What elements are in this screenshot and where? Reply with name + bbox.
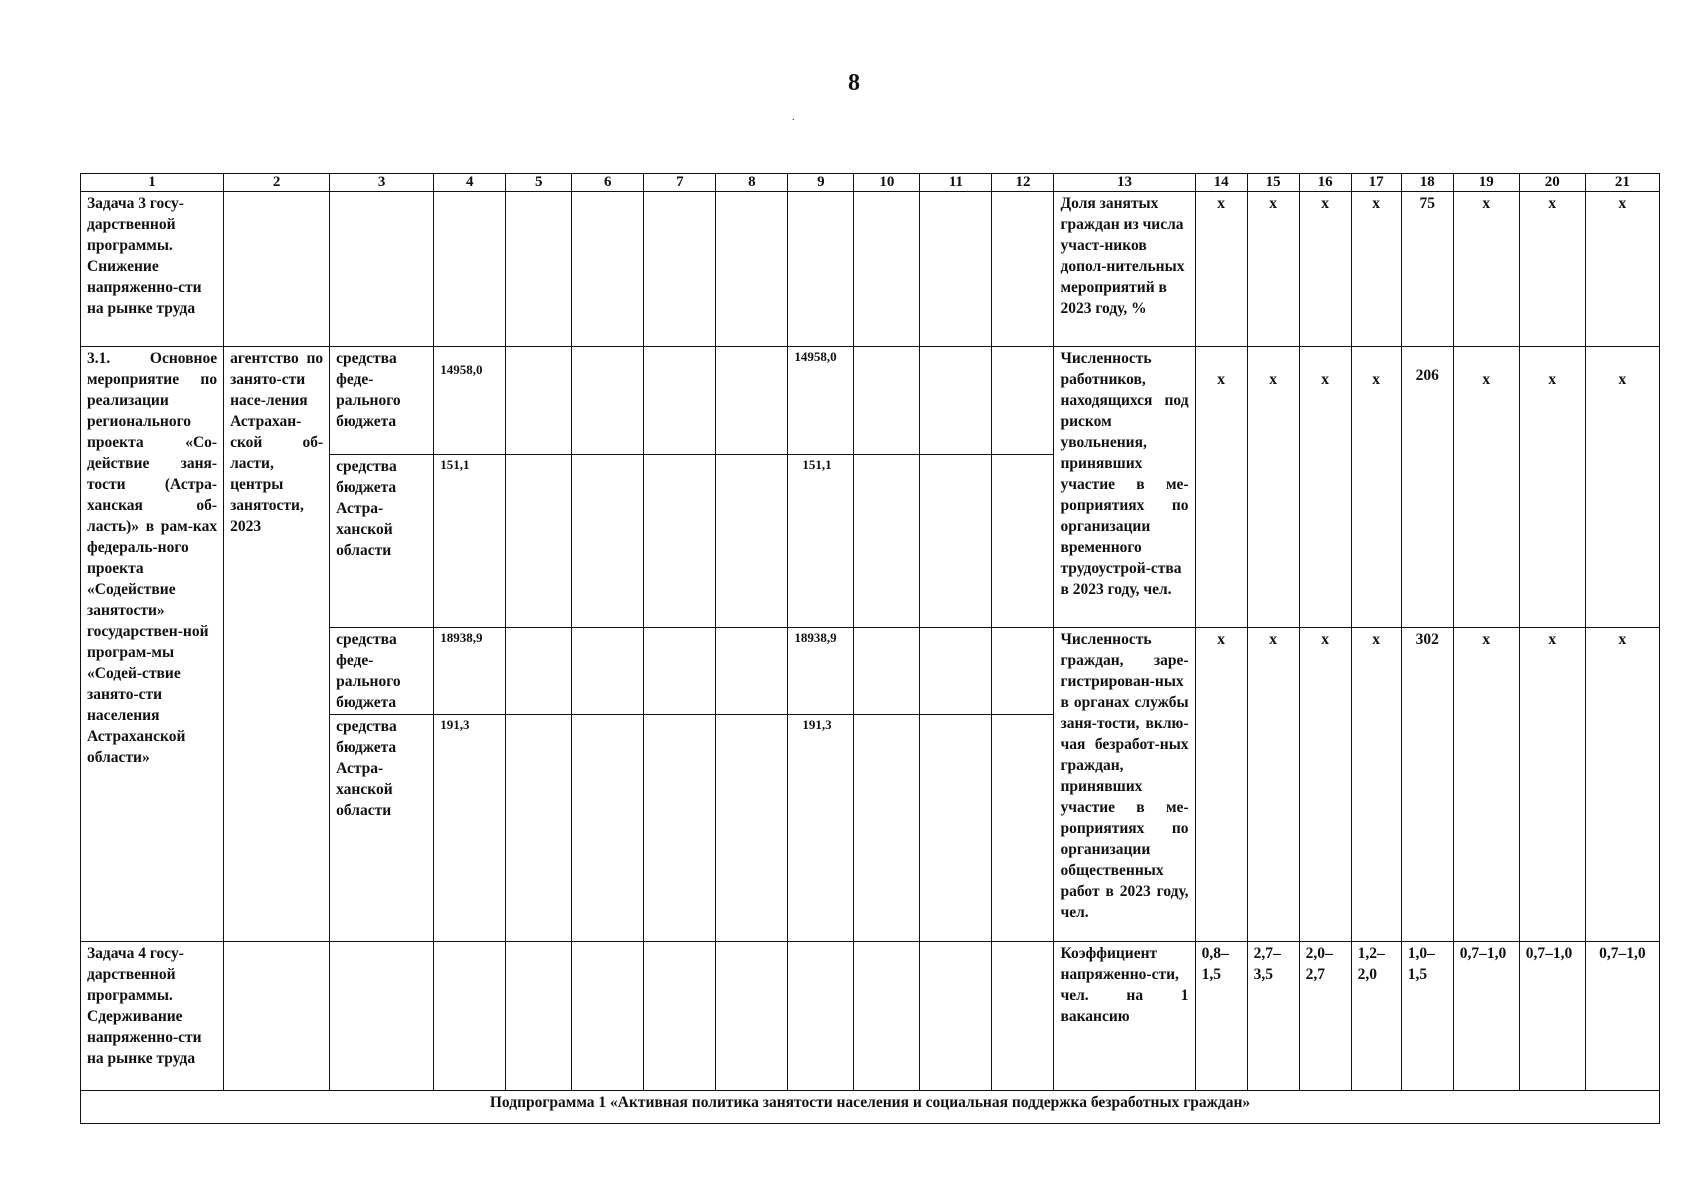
empty-cell (506, 715, 572, 942)
indicator-value: 75 (1401, 192, 1453, 347)
indicator-value: х (1247, 192, 1299, 347)
funding-source: средства бюджета Астра-ханской области (330, 455, 434, 628)
task4-title: Задача 4 госу-дарственной программы. Сдерживание напряженно-сти на рынке труда (81, 942, 224, 1091)
column-header: 4 (434, 174, 506, 192)
indicator-value: х (1453, 628, 1519, 942)
empty-cell (224, 192, 330, 347)
indicator-value: 0,7–1,0 (1453, 942, 1519, 1091)
amount-col4: 191,3 (434, 715, 506, 942)
indicator-public-works: Численность граждан, заре-гистрирован-ных в органах службы заня-тости, вклю-чая безработ-ных граждан, принявших участие в ме-роприятиях по организации общественных работ в 2023 году, чел. (1054, 628, 1195, 942)
empty-cell (854, 715, 920, 942)
amount-col9: 18938,9 (788, 628, 854, 715)
empty-cell (920, 455, 992, 628)
indicator-value: 0,7–1,0 (1585, 942, 1659, 1091)
indicator-value: х (1453, 347, 1519, 628)
empty-cell (920, 715, 992, 942)
amount-col9: 151,1 (788, 455, 854, 628)
indicator-value: х (1195, 347, 1247, 628)
indicator-value: х (1195, 628, 1247, 942)
amount-col4: 18938,9 (434, 628, 506, 715)
empty-cell (854, 455, 920, 628)
indicator-value: х (1519, 347, 1585, 628)
column-header: 9 (788, 174, 854, 192)
empty-cell (716, 715, 788, 942)
empty-cell (992, 628, 1054, 715)
empty-cell (506, 192, 572, 347)
indicator-value: 302 (1401, 628, 1453, 942)
indicator-value: х (1453, 192, 1519, 347)
empty-cell (506, 455, 572, 628)
column-header: 14 (1195, 174, 1247, 192)
empty-cell (644, 347, 716, 455)
task3-title: Задача 3 госу-дарственной программы. Снижение напряженно-сти на рынке труда (81, 192, 224, 347)
empty-cell (572, 942, 644, 1091)
empty-cell (788, 942, 854, 1091)
amount-col9: 14958,0 (788, 347, 854, 455)
measure31-executor: агентство по занято-сти насе-ления Астрахан-ской об-ласти, центры занятости, 2023 (224, 347, 330, 942)
empty-cell (788, 192, 854, 347)
column-header: 13 (1054, 174, 1195, 192)
program-table (80, 173, 1660, 1124)
empty-cell (572, 347, 644, 455)
empty-cell (330, 942, 434, 1091)
empty-cell (716, 192, 788, 347)
stray-dot: . (792, 112, 795, 123)
empty-cell (506, 347, 572, 455)
indicator-value: 2,0–2,7 (1299, 942, 1351, 1091)
empty-cell (644, 942, 716, 1091)
empty-cell (506, 942, 572, 1091)
indicator-value: х (1247, 347, 1299, 628)
task3-row (81, 192, 1660, 347)
empty-cell (992, 192, 1054, 347)
indicator-value: х (1519, 192, 1585, 347)
amount-col4: 151,1 (434, 455, 506, 628)
indicator-value: х (1247, 628, 1299, 942)
empty-cell (572, 455, 644, 628)
indicator-value: х (1585, 192, 1659, 347)
column-header: 2 (224, 174, 330, 192)
task3-indicator: Доля занятых граждан из числа участ-ников допол-нительных мероприятий в 2023 году, % (1054, 192, 1195, 347)
empty-cell (854, 942, 920, 1091)
empty-cell (992, 455, 1054, 628)
column-header: 3 (330, 174, 434, 192)
empty-cell (434, 942, 506, 1091)
funding-source: средства феде-рального бюджета (330, 347, 434, 455)
measure31-title: 3.1. Основное мероприятие по реализации регионального проекта «Со-действие заня-тости (Астра-ханская об-ласть)» в рам-ках федераль-ного проекта «Содействие занятости» государствен-ной програм-мы «Содей-ствие занято-сти населения Астраханской области» (81, 347, 224, 942)
empty-cell (992, 942, 1054, 1091)
empty-cell (224, 942, 330, 1091)
column-header: 15 (1247, 174, 1299, 192)
empty-cell (716, 628, 788, 715)
empty-cell (330, 192, 434, 347)
indicator-value: 2,7–3,5 (1247, 942, 1299, 1091)
column-header: 8 (716, 174, 788, 192)
task4-row (81, 942, 1660, 1091)
funding-source: средства феде-рального бюджета (330, 628, 434, 715)
empty-cell (434, 192, 506, 347)
column-header: 1 (81, 174, 224, 192)
indicator-temporary-employment: Численность работников, находящихся под риском увольнения, принявших участие в ме-роприятиях по организации временного трудоустрой-ства в 2023 году, чел. (1054, 347, 1195, 628)
empty-cell (572, 715, 644, 942)
measure31-row-federal-1 (81, 347, 1660, 455)
indicator-value: 1,2–2,0 (1351, 942, 1401, 1091)
column-header: 18 (1401, 174, 1453, 192)
amount-col9: 191,3 (788, 715, 854, 942)
indicator-value: 0,8–1,5 (1195, 942, 1247, 1091)
empty-cell (644, 455, 716, 628)
subprogram-title: Подпрограмма 1 «Активная политика занятости населения и социальная поддержка безработных граждан» (81, 1091, 1660, 1124)
column-header: 11 (920, 174, 992, 192)
empty-cell (992, 347, 1054, 455)
empty-cell (854, 192, 920, 347)
indicator-value: х (1351, 347, 1401, 628)
empty-cell (716, 347, 788, 455)
column-header: 21 (1585, 174, 1659, 192)
indicator-value: 1,0–1,5 (1401, 942, 1453, 1091)
column-header: 7 (644, 174, 716, 192)
column-header: 10 (854, 174, 920, 192)
empty-cell (716, 455, 788, 628)
indicator-value: х (1299, 192, 1351, 347)
indicator-value: х (1585, 347, 1659, 628)
empty-cell (506, 628, 572, 715)
indicator-value: х (1299, 347, 1351, 628)
empty-cell (992, 715, 1054, 942)
empty-cell (854, 347, 920, 455)
indicator-value: х (1351, 192, 1401, 347)
amount-col4: 14958,0 (434, 347, 506, 455)
subprogram-row (81, 1091, 1660, 1124)
column-header: 6 (572, 174, 644, 192)
column-header: 5 (506, 174, 572, 192)
column-header: 20 (1519, 174, 1585, 192)
funding-source: средства бюджета Астра-ханской области (330, 715, 434, 942)
indicator-value: х (1585, 628, 1659, 942)
empty-cell (572, 628, 644, 715)
indicator-value: х (1299, 628, 1351, 942)
empty-cell (920, 628, 992, 715)
empty-cell (920, 192, 992, 347)
column-header: 12 (992, 174, 1054, 192)
indicator-value: 0,7–1,0 (1519, 942, 1585, 1091)
task4-indicator: Коэффициент напряженно-сти, чел. на 1 вакансию (1054, 942, 1195, 1091)
empty-cell (920, 942, 992, 1091)
page-number: 8 (848, 70, 860, 96)
indicator-value: х (1351, 628, 1401, 942)
empty-cell (572, 192, 644, 347)
empty-cell (854, 628, 920, 715)
column-header: 17 (1351, 174, 1401, 192)
indicator-value: 206 (1401, 347, 1453, 628)
empty-cell (644, 192, 716, 347)
empty-cell (920, 347, 992, 455)
empty-cell (716, 942, 788, 1091)
column-header-row (81, 174, 1660, 192)
column-header: 19 (1453, 174, 1519, 192)
indicator-value: х (1519, 628, 1585, 942)
empty-cell (644, 628, 716, 715)
column-header: 16 (1299, 174, 1351, 192)
indicator-value: х (1195, 192, 1247, 347)
empty-cell (644, 715, 716, 942)
